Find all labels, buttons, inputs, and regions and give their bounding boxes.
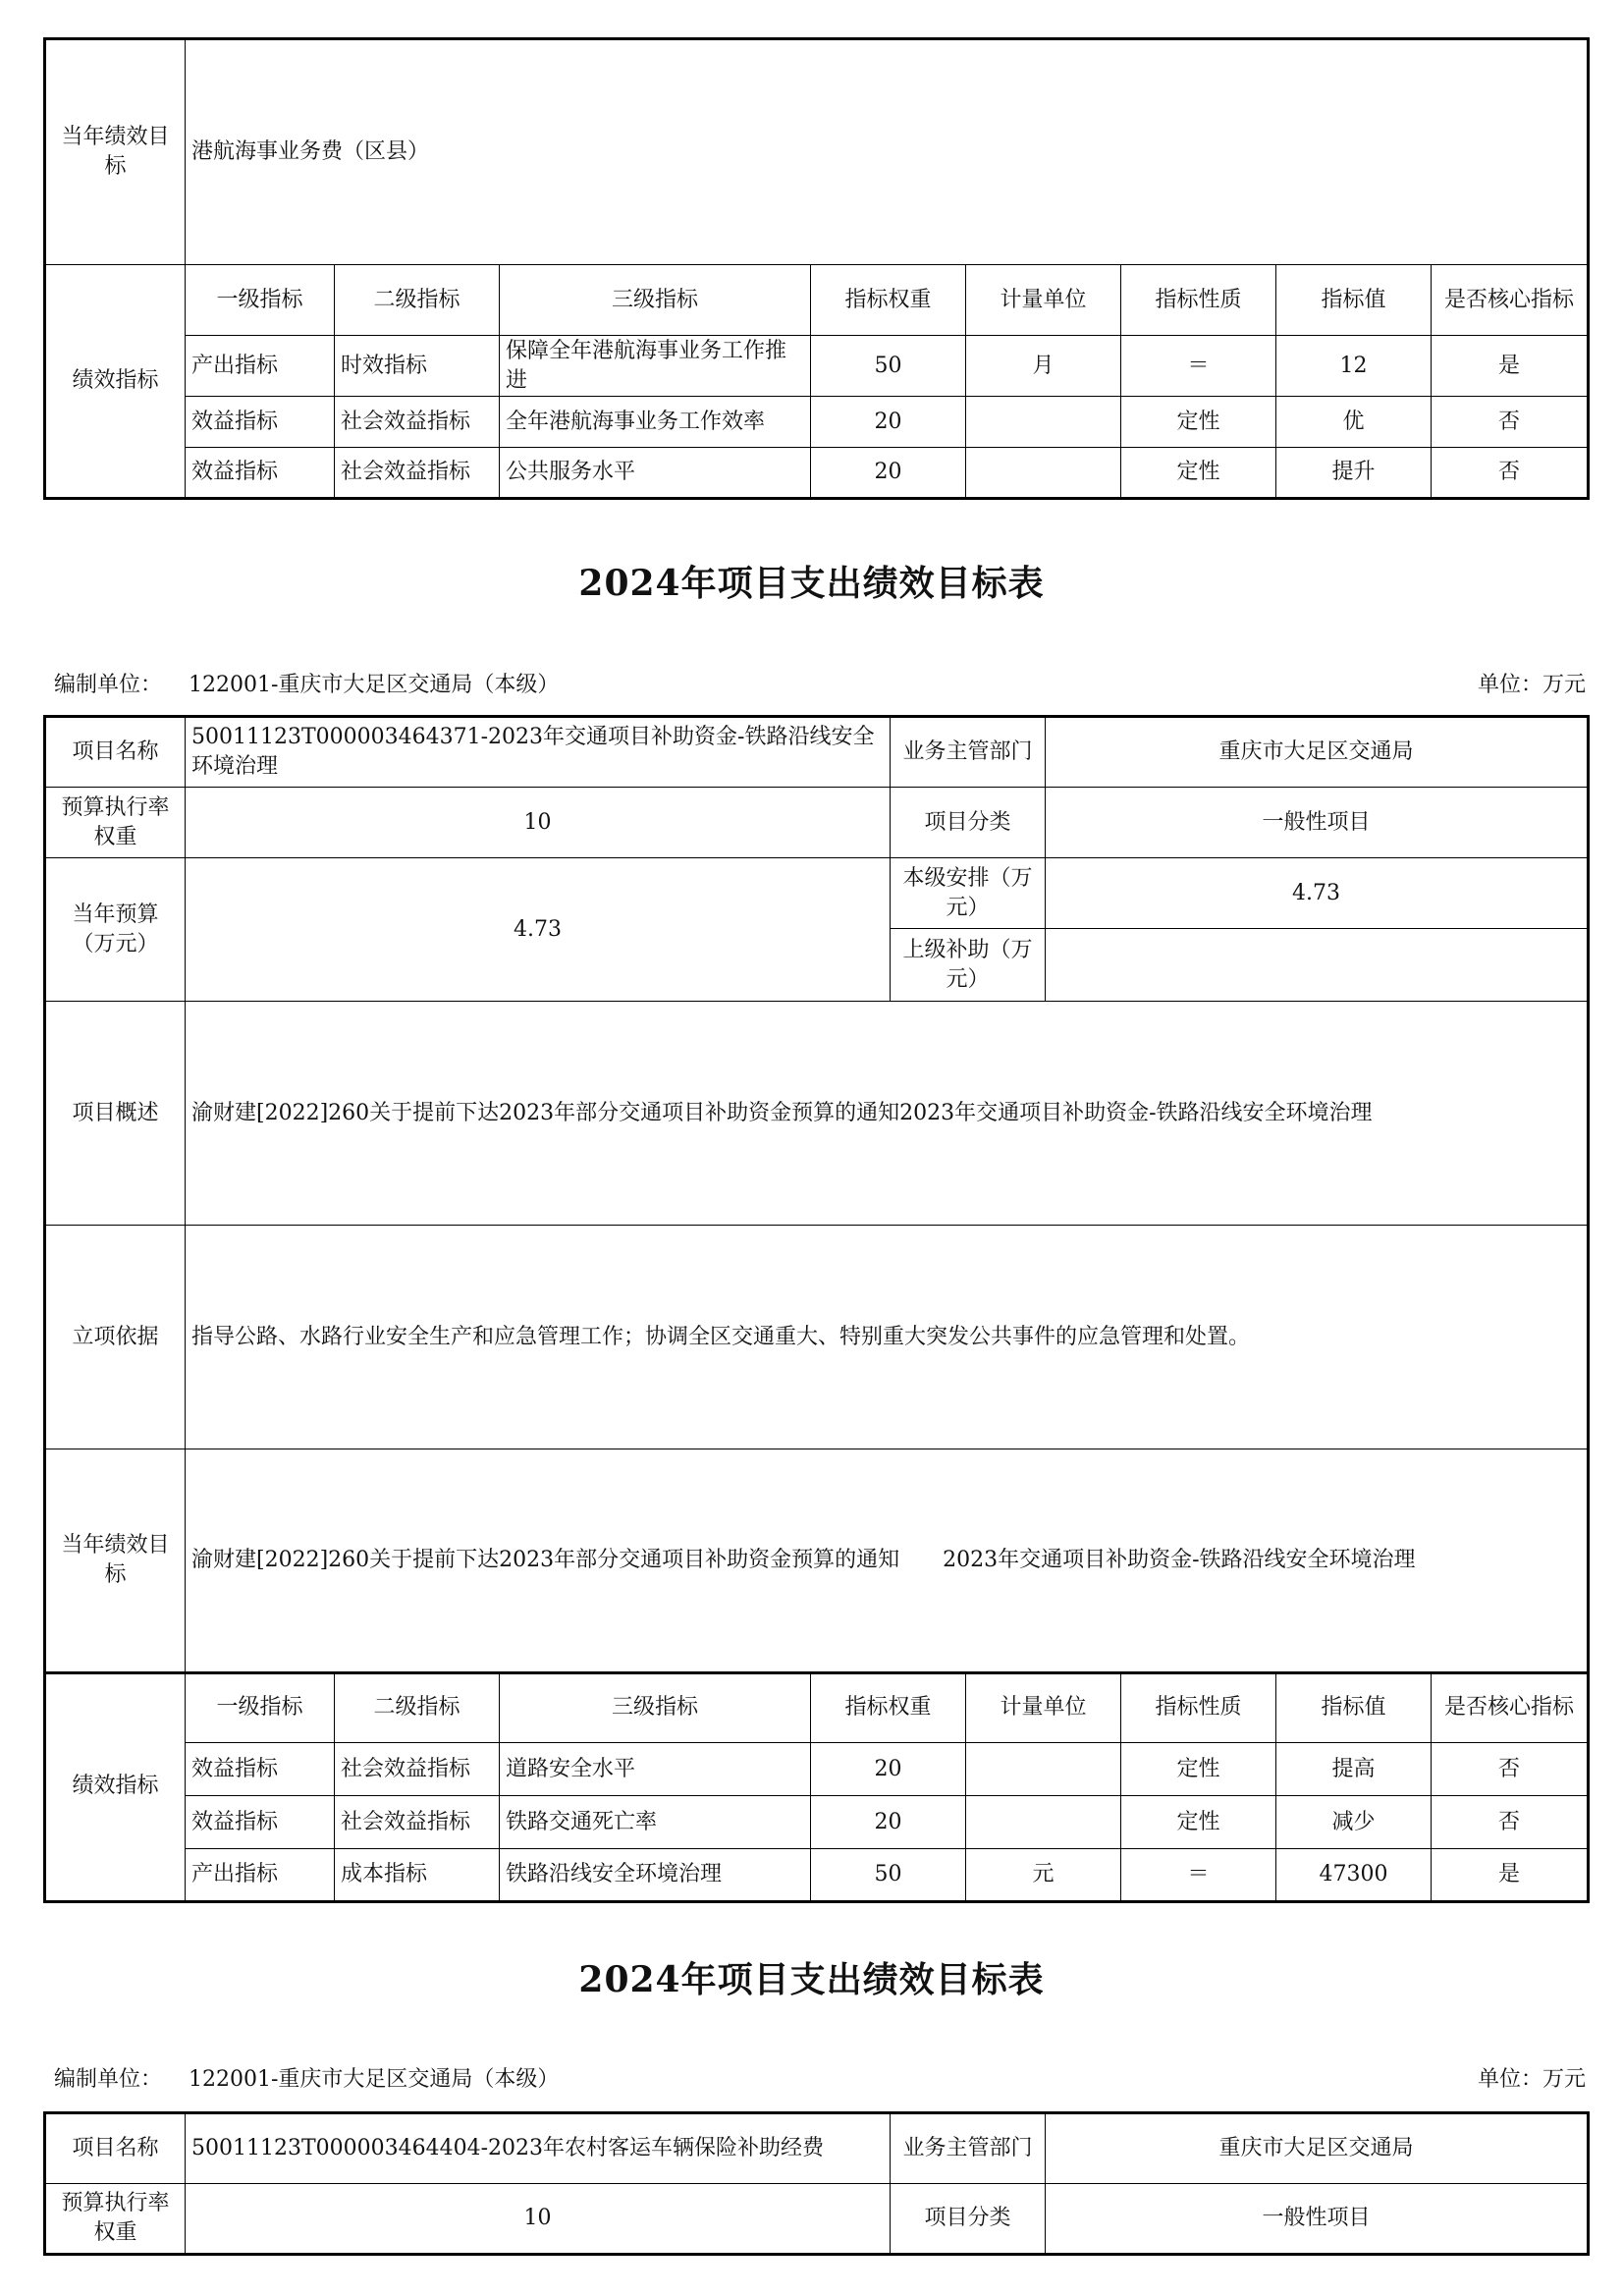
dept: 重庆市大足区交通局 bbox=[1046, 2113, 1589, 2184]
table-row bbox=[45, 1796, 1589, 1849]
local-label: 本级安排（万元） bbox=[891, 858, 1046, 929]
indicators-label: 绩效指标 bbox=[45, 265, 186, 499]
money-unit: 单位：万元 bbox=[1477, 673, 1586, 697]
category: 一般性项目 bbox=[1046, 2184, 1589, 2255]
goal-text: 港航海事业务费（区县） bbox=[186, 39, 1589, 265]
cell: 否 bbox=[1432, 1796, 1589, 1849]
goal-text: 渝财建[2022]260关于提前下达2023年部分交通项目补助资金预算的通知 2023年交通项目补助资金-铁路沿线安全环境治理 bbox=[186, 1449, 1589, 1673]
cell: 定性 bbox=[1121, 1743, 1276, 1796]
cell: 47300 bbox=[1276, 1849, 1432, 1902]
header-nature: 指标性质 bbox=[1121, 1672, 1276, 1743]
upper-label: 上级补助（万元） bbox=[891, 929, 1046, 1002]
dept-label: 业务主管部门 bbox=[891, 717, 1046, 788]
header-level2: 二级指标 bbox=[335, 265, 500, 336]
cell: 50 bbox=[811, 336, 966, 397]
upper bbox=[1046, 929, 1589, 1002]
cell: 是 bbox=[1432, 336, 1589, 397]
cell: 产出指标 bbox=[186, 1849, 335, 1902]
cell bbox=[966, 448, 1121, 499]
overview: 渝财建[2022]260关于提前下达2023年部分交通项目补助资金预算的通知2023年交通项目补助资金-铁路沿线安全环境治理 bbox=[186, 1002, 1589, 1226]
cell: 社会效益指标 bbox=[335, 1796, 500, 1849]
header-level3: 三级指标 bbox=[500, 1672, 811, 1743]
cell: 社会效益指标 bbox=[335, 1743, 500, 1796]
cell: 效益指标 bbox=[186, 1743, 335, 1796]
cell: 12 bbox=[1276, 336, 1432, 397]
cell: 提升 bbox=[1276, 448, 1432, 499]
cell bbox=[966, 397, 1121, 448]
basis: 指导公路、水路行业安全生产和应急管理工作；协调全区交通重大、特别重大突发公共事件的应急管理和处置。 bbox=[186, 1226, 1589, 1449]
cell: 20 bbox=[811, 1743, 966, 1796]
table-row bbox=[45, 1849, 1589, 1902]
cell: 否 bbox=[1432, 1743, 1589, 1796]
cell: 道路安全水平 bbox=[500, 1743, 811, 1796]
money-unit: 单位：万元 bbox=[1477, 2067, 1586, 2092]
header-nature: 指标性质 bbox=[1121, 265, 1276, 336]
dept-label: 业务主管部门 bbox=[891, 2113, 1046, 2184]
budget: 4.73 bbox=[186, 858, 891, 1002]
header-level2: 二级指标 bbox=[335, 1672, 500, 1743]
performance-table-1 bbox=[43, 1671, 1590, 1903]
project-info-table-1 bbox=[43, 715, 1590, 1674]
cell: 20 bbox=[811, 448, 966, 499]
cell: 50 bbox=[811, 1849, 966, 1902]
cell: 铁路沿线安全环境治理 bbox=[500, 1849, 811, 1902]
cell: 减少 bbox=[1276, 1796, 1432, 1849]
cell: 月 bbox=[966, 336, 1121, 397]
cell: 20 bbox=[811, 397, 966, 448]
cell: 保障全年港航海事业务工作推进 bbox=[500, 336, 811, 397]
unit-name: 122001-重庆市大足区交通局（本级） bbox=[189, 2067, 560, 2092]
goal-label: 当年绩效目标 bbox=[45, 1449, 186, 1673]
overview-label: 项目概述 bbox=[45, 1002, 186, 1226]
cell bbox=[966, 1796, 1121, 1849]
header-weight: 指标权重 bbox=[811, 265, 966, 336]
exec-rate-label: 预算执行率权重 bbox=[45, 788, 186, 858]
cell: 铁路交通死亡率 bbox=[500, 1796, 811, 1849]
local: 4.73 bbox=[1046, 858, 1589, 929]
cell: 全年港航海事业务工作效率 bbox=[500, 397, 811, 448]
cell: 元 bbox=[966, 1849, 1121, 1902]
basis-label: 立项依据 bbox=[45, 1226, 186, 1449]
unit-line bbox=[54, 2062, 1586, 2093]
header-value: 指标值 bbox=[1276, 1672, 1432, 1743]
project-info-table-2 bbox=[43, 2111, 1590, 2256]
cell: 定性 bbox=[1121, 397, 1276, 448]
cell: 产出指标 bbox=[186, 336, 335, 397]
page-title: 2024年项目支出绩效目标表 bbox=[578, 1959, 1045, 2000]
header-unit: 计量单位 bbox=[966, 265, 1121, 336]
cell: 成本指标 bbox=[335, 1849, 500, 1902]
indicators-label: 绩效指标 bbox=[45, 1672, 186, 1902]
cell: 公共服务水平 bbox=[500, 448, 811, 499]
unit-name: 122001-重庆市大足区交通局（本级） bbox=[189, 673, 560, 697]
header-core: 是否核心指标 bbox=[1432, 1672, 1589, 1743]
project-name-label: 项目名称 bbox=[45, 717, 186, 788]
unit-label: 编制单位： bbox=[54, 673, 163, 697]
cell bbox=[966, 1743, 1121, 1796]
goal-label: 当年绩效目标 bbox=[45, 39, 186, 265]
exec-rate-label: 预算执行率权重 bbox=[45, 2184, 186, 2255]
cell: 效益指标 bbox=[186, 448, 335, 499]
table-row bbox=[45, 448, 1589, 499]
budget-label: 当年预算（万元） bbox=[45, 858, 186, 1002]
unit-label: 编制单位： bbox=[54, 2067, 163, 2092]
cell: ＝ bbox=[1121, 1849, 1276, 1902]
header-weight: 指标权重 bbox=[811, 1672, 966, 1743]
unit-line bbox=[54, 668, 1586, 698]
page-title: 2024年项目支出绩效目标表 bbox=[578, 563, 1045, 604]
table-row bbox=[45, 397, 1589, 448]
cell: 时效指标 bbox=[335, 336, 500, 397]
cell: 效益指标 bbox=[186, 1796, 335, 1849]
performance-table-0 bbox=[43, 37, 1590, 500]
table-row bbox=[45, 336, 1589, 397]
project-name-label: 项目名称 bbox=[45, 2113, 186, 2184]
category: 一般性项目 bbox=[1046, 788, 1589, 858]
category-label: 项目分类 bbox=[891, 788, 1046, 858]
cell: 否 bbox=[1432, 397, 1589, 448]
header-level1: 一级指标 bbox=[186, 265, 335, 336]
cell: 是 bbox=[1432, 1849, 1589, 1902]
table-row bbox=[45, 1743, 1589, 1796]
cell: 效益指标 bbox=[186, 397, 335, 448]
cell: 优 bbox=[1276, 397, 1432, 448]
cell: 社会效益指标 bbox=[335, 397, 500, 448]
cell: 定性 bbox=[1121, 448, 1276, 499]
header-core: 是否核心指标 bbox=[1432, 265, 1589, 336]
cell: 定性 bbox=[1121, 1796, 1276, 1849]
cell: 提高 bbox=[1276, 1743, 1432, 1796]
header-unit: 计量单位 bbox=[966, 1672, 1121, 1743]
dept: 重庆市大足区交通局 bbox=[1046, 717, 1589, 788]
header-value: 指标值 bbox=[1276, 265, 1432, 336]
cell: 20 bbox=[811, 1796, 966, 1849]
cell: 否 bbox=[1432, 448, 1589, 499]
project-name: 50011123T000003464404-2023年农村客运车辆保险补助经费 bbox=[186, 2113, 891, 2184]
header-level1: 一级指标 bbox=[186, 1672, 335, 1743]
cell: 社会效益指标 bbox=[335, 448, 500, 499]
project-name: 50011123T000003464371-2023年交通项目补助资金-铁路沿线安全环境治理 bbox=[186, 717, 891, 788]
cell: ＝ bbox=[1121, 336, 1276, 397]
exec-rate: 10 bbox=[186, 2184, 891, 2255]
exec-rate: 10 bbox=[186, 788, 891, 858]
category-label: 项目分类 bbox=[891, 2184, 1046, 2255]
header-level3: 三级指标 bbox=[500, 265, 811, 336]
